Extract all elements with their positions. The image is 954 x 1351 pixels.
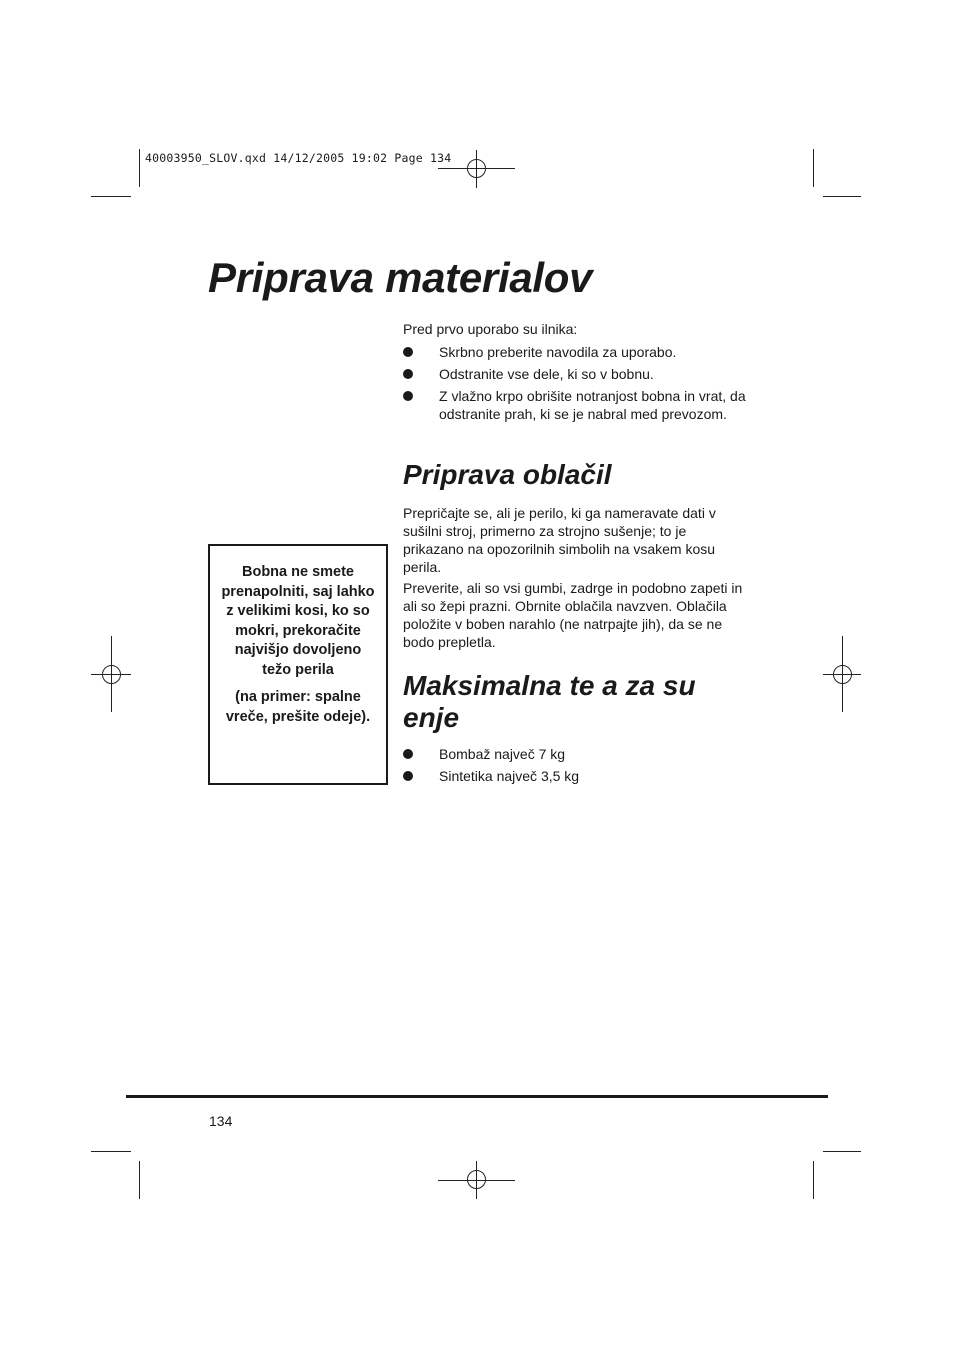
page-title: Priprava materialov: [208, 254, 593, 301]
intro-lead: Pred prvo uporabo su ilnika:: [403, 321, 578, 337]
clothes-paragraph: Preverite, ali so vsi gumbi, zadrge in podobno zapeti in ali so žepi prazni. Obrnite oblačila navzven. Oblačila položite v boben narahlo (ne natrpajte jih), da se ne bodo prepletla.: [403, 580, 743, 650]
crop-mark: [139, 149, 140, 187]
crop-mark: [823, 1151, 861, 1152]
intro-bullet-list: [403, 343, 748, 427]
list-item: Z vlažno krpo obrišite notranjost bobna in vrat, da odstranite prah, ki se je nabral med prevozom.: [403, 387, 748, 423]
registration-circle: [467, 159, 486, 178]
crop-mark: [91, 196, 131, 197]
bullet-icon: [403, 347, 413, 357]
weight-bullet-list: [403, 745, 748, 789]
section-heading-max-weight: Maksimalna te a za su enje: [403, 670, 696, 733]
registration-circle: [467, 1170, 486, 1189]
section-heading-clothes: Priprava oblačil: [403, 459, 612, 490]
crop-mark: [139, 1161, 140, 1199]
bullet-icon: [403, 771, 413, 781]
list-item: Sintetika največ 3,5 kg: [403, 767, 748, 785]
clothes-paragraph: Prepričajte se, ali je perilo, ki ga nameravate dati v sušilni stroj, primerno za strojno sušenje; to je prikazano na opozorilnih simbolih na vsakem kosu perila.: [403, 505, 716, 575]
bullet-icon: [403, 391, 413, 401]
footer-rule: [126, 1095, 828, 1098]
crop-mark: [823, 196, 861, 197]
registration-circle: [833, 665, 852, 684]
list-item: Bombaž največ 7 kg: [403, 745, 748, 763]
bullet-icon: [403, 749, 413, 759]
slug-line: 40003950_SLOV.qxd 14/12/2005 19:02 Page 134: [145, 151, 452, 165]
warning-text: Bobna ne smete prenapolniti, saj lahko z velikimi kosi, ko so mokri, prekoračite najvišjo dovoljeno težo perila: [221, 564, 375, 678]
warning-box: [208, 544, 388, 785]
list-item: Skrbno preberite navodila za uporabo.: [403, 343, 748, 361]
list-item: Odstranite vse dele, ki so v bobnu.: [403, 365, 748, 383]
bullet-icon: [403, 369, 413, 379]
warning-example: (na primer: spalne vreče, prešite odeje).: [225, 689, 371, 725]
registration-circle: [102, 665, 121, 684]
crop-mark: [91, 1151, 131, 1152]
page-number: 134: [209, 1113, 233, 1129]
crop-mark: [813, 1161, 814, 1199]
crop-mark: [813, 149, 814, 187]
